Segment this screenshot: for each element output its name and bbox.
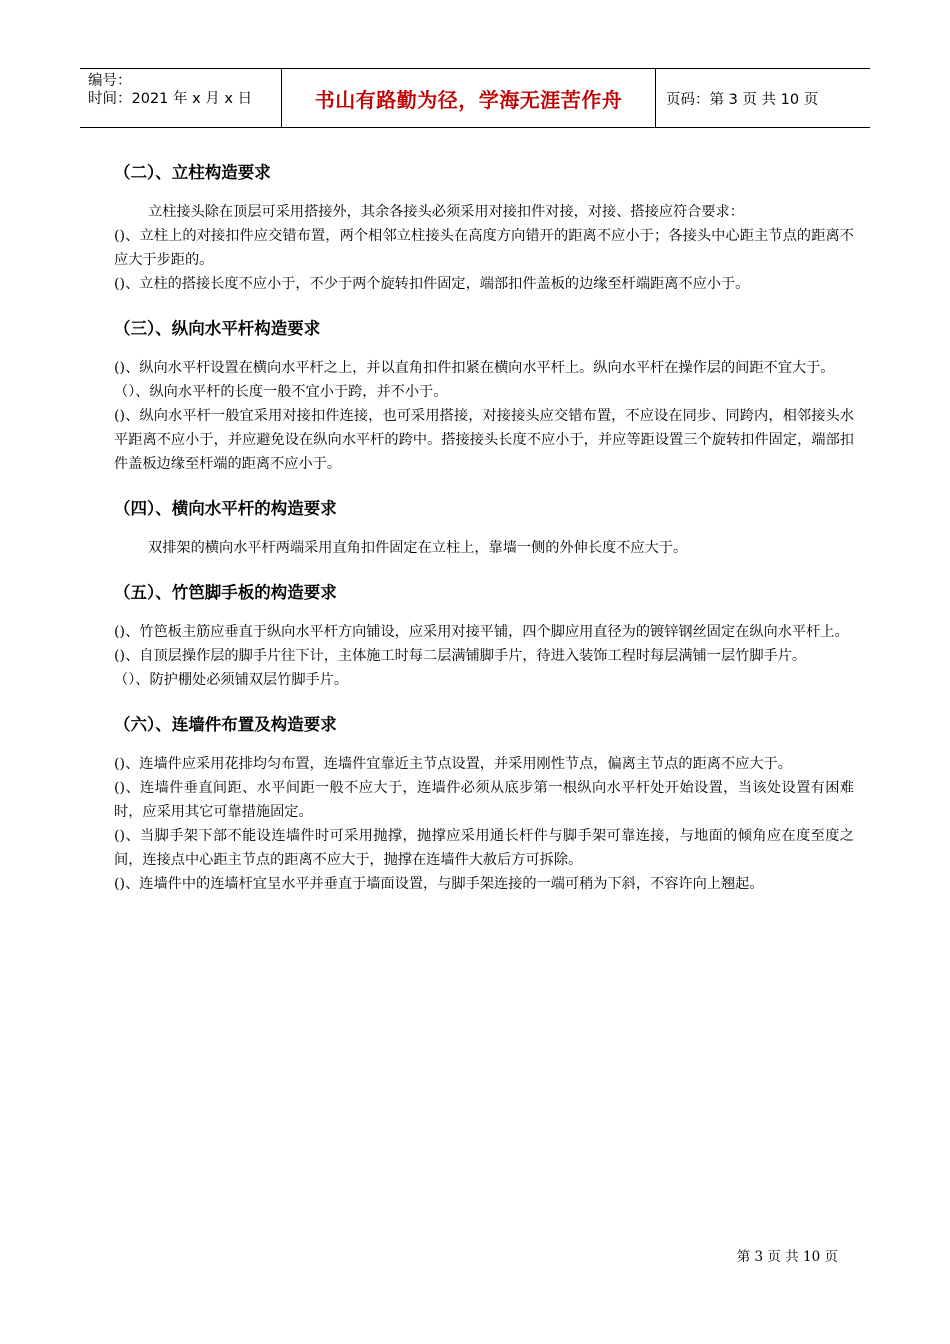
section-title-6: （六）、连墙件布置及构造要求: [114, 715, 337, 734]
page-header: [80, 68, 870, 128]
header-page-info: 页码：第 3 页 共 10 页: [666, 91, 819, 108]
section-title-5: （五）、竹笆脚手板的构造要求: [114, 583, 337, 602]
date-label: 时间：2021 年 x 月 x 日: [88, 91, 253, 107]
section-5-paragraph-2: ()、自顶层操作层的脚手片往下计，主体施工时每二层满铺脚手片，待进入装饰工程时每层满铺一层竹脚手片。: [114, 648, 807, 664]
section-3-paragraph-1: ()、纵向水平杆设置在横向水平杆之上，并以直角扣件扣紧在横向水平杆上。纵向水平杆在操作层的间距不宜大于。: [114, 360, 835, 376]
section-3-paragraph-2: （）、纵向水平杆的长度一般不宜小于跨，并不小于。: [114, 384, 448, 400]
section-2-paragraph-2: ()、立柱上的对接扣件应交错布置，两个相邻立柱接头在高度方向错开的距离不应小于；各接头中心距主节点的距离不应大于步距的。: [114, 228, 854, 268]
section-6-paragraph-3: ()、当脚手架下部不能设连墙件时可采用抛撑，抛撑应采用通长杆件与脚手架可靠连接，与地面的倾角应在度至度之间，连接点中心距主节点的距离不应大于，抛撑在连墙件大赦后方可拆除。: [114, 828, 854, 868]
section-6-paragraph-1: ()、连墙件应采用花排均匀布置，连墙件宜靠近主节点设置，并采用刚性节点，偏离主节点的距离不应大于。: [114, 756, 792, 772]
section-2-paragraph-1: 立柱接头除在顶层可采用搭接外，其余各接头必须采用对接扣件对接，对接、搭接应符合要求：: [148, 204, 744, 220]
header-meta: [80, 69, 282, 127]
section-5-paragraph-3: （）、防护棚处必须铺双层竹脚手片。: [114, 672, 349, 688]
section-6-paragraph-4: ()、连墙件中的连墙杆宜呈水平并垂直于墙面设置，与脚手架连接的一端可稍为下斜，不容许向上翘起。: [114, 876, 764, 892]
header-motto: 书山有路勤为径，学海无涯苦作舟: [282, 69, 656, 127]
section-4-paragraph-1: 双排架的横向水平杆两端采用直角扣件固定在立柱上，靠墙一侧的外伸长度不应大于。: [148, 540, 688, 556]
section-title-2: （二）、立柱构造要求: [114, 163, 271, 182]
serial-label: 编号：: [88, 73, 132, 89]
section-title-4: （四）、横向水平杆的构造要求: [114, 499, 337, 518]
section-5-paragraph-1: ()、竹笆板主筋应垂直于纵向水平杆方向铺设，应采用对接平铺，四个脚应用直径为的镀锌钢丝固定在纵向水平杆上。: [114, 624, 849, 640]
section-3-paragraph-3: ()、纵向水平杆一般宜采用对接扣件连接，也可采用搭接，对接接头应交错布置，不应设在同步、同跨内，相邻接头水平距离不应小于，并应避免设在纵向水平杆的跨中。搭接接头长度不应小于，并应等距设置三个旋转扣件固定，端部扣件盖板边缘至杆端的距离不应小于。: [114, 408, 854, 472]
section-2-paragraph-3: ()、立柱的搭接长度不应小于，不少于两个旋转扣件固定，端部扣件盖板的边缘至杆端距离不应小于。: [114, 276, 750, 292]
section-6-paragraph-2: ()、连墙件垂直间距、水平间距一般不应大于，连墙件必须从底步第一根纵向水平杆处开始设置，当该处设置有困难时，应采用其它可靠措施固定。: [114, 780, 854, 820]
page-footer: 第 3 页 共 10 页: [736, 1249, 838, 1265]
section-title-3: （三）、纵向水平杆构造要求: [114, 319, 321, 338]
document-body: [114, 152, 854, 896]
